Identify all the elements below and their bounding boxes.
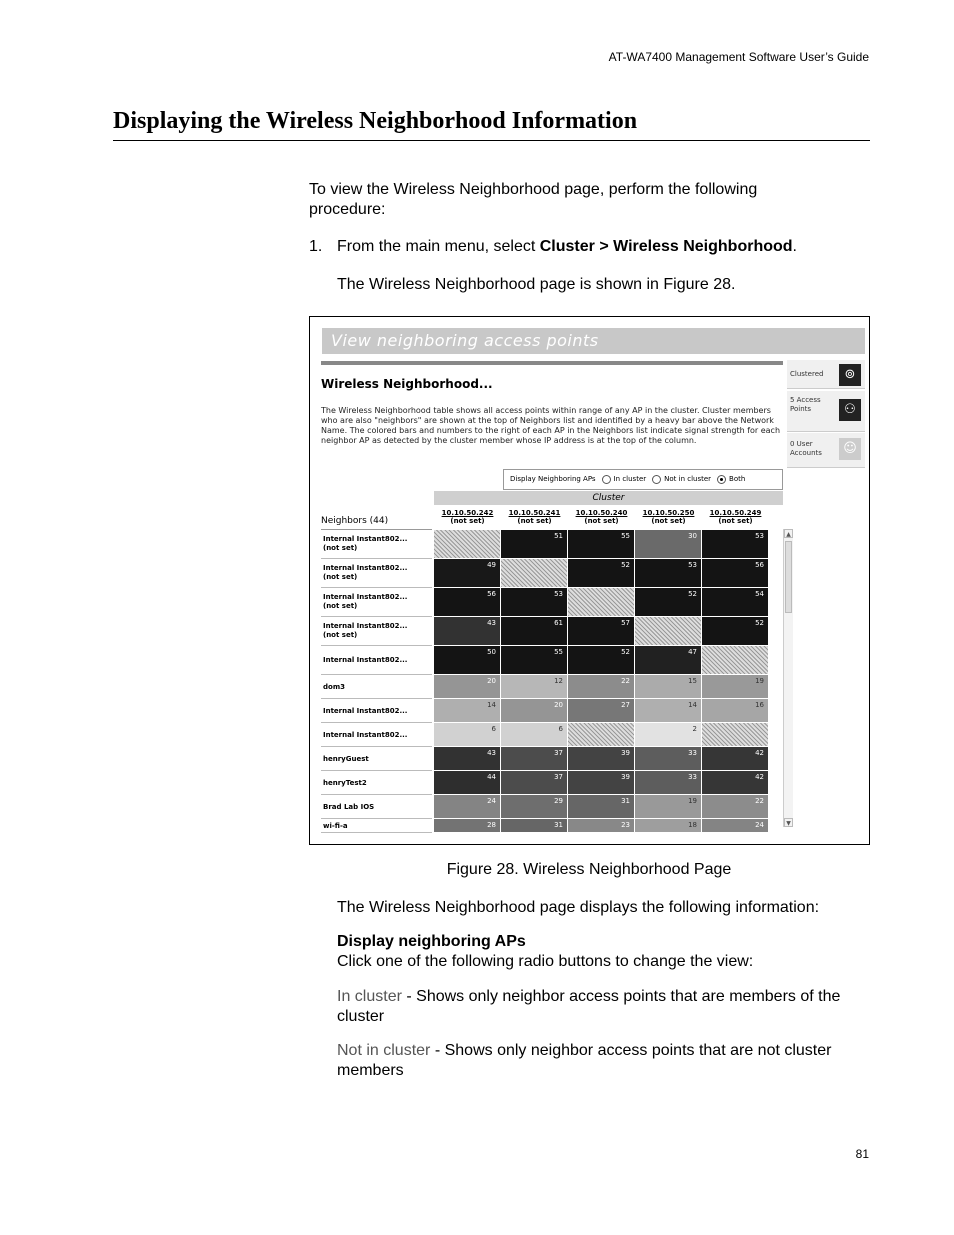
signal-cell: 61 xyxy=(501,617,568,646)
neighbor-network-name: Internal Instant802... xyxy=(323,706,408,715)
signal-cell: 24 xyxy=(702,819,769,833)
item-not-in-cluster xyxy=(337,1041,869,1081)
signal-cell: 22 xyxy=(702,795,769,819)
display-aps-text: Click one of the following radio buttons to change the view: xyxy=(337,953,754,970)
step-number: 1. xyxy=(309,238,323,255)
neighbor-name xyxy=(321,617,432,646)
signal-cell: 43 xyxy=(434,617,501,646)
title-bar xyxy=(321,327,866,355)
signal-cell: 12 xyxy=(501,675,568,699)
neighbor-network-name: wi-fi-a xyxy=(323,821,348,830)
column-ip[interactable]: 10.10.50.242 xyxy=(441,509,494,517)
signal-cell: 27 xyxy=(568,699,635,723)
item-not-in-cluster-desc: - Shows only neighbor access points that are not cluster members xyxy=(337,1042,832,1079)
signal-cell: 49 xyxy=(434,559,501,588)
antenna-icon: ⊚ xyxy=(839,364,861,386)
signal-cell xyxy=(568,588,635,617)
side-access-points-label: 5 Access Points xyxy=(790,396,821,413)
signal-cell: 50 xyxy=(434,646,501,675)
neighbor-name xyxy=(321,795,432,819)
neighbor-sub-name: (not set) xyxy=(323,602,358,610)
signal-cell: 42 xyxy=(702,771,769,795)
column-name: (not set) xyxy=(651,517,686,525)
neighbor-name xyxy=(321,699,432,723)
neighbor-sub-name: (not set) xyxy=(323,631,358,639)
signal-cell: 30 xyxy=(635,530,702,559)
menu-path: Cluster > Wireless Neighborhood xyxy=(539,238,793,255)
radio-in-cluster-label: In cluster xyxy=(613,475,647,483)
display-neighboring-aps xyxy=(503,469,783,490)
signal-cell: 57 xyxy=(568,617,635,646)
signal-cell: 55 xyxy=(501,646,568,675)
intro-paragraph: To view the Wireless Neighborhood page, perform the following procedure: xyxy=(309,181,758,218)
signal-cell: 52 xyxy=(635,588,702,617)
column-header xyxy=(501,505,568,529)
signal-cell: 39 xyxy=(568,771,635,795)
figure-heading: Wireless Neighborhood... xyxy=(321,377,493,391)
signal-cell: 47 xyxy=(635,646,702,675)
signal-cell: 53 xyxy=(501,588,568,617)
signal-cell: 51 xyxy=(501,530,568,559)
signal-cell: 20 xyxy=(434,675,501,699)
signal-cell: 18 xyxy=(635,819,702,833)
signal-cell: 43 xyxy=(434,747,501,771)
signal-cell: 29 xyxy=(501,795,568,819)
signal-cell: 15 xyxy=(635,675,702,699)
column-name: (not set) xyxy=(584,517,619,525)
signal-cell: 52 xyxy=(568,646,635,675)
signal-cell: 54 xyxy=(702,588,769,617)
neighbor-network-name: henryTest2 xyxy=(323,778,367,787)
neighbor-name xyxy=(321,559,432,588)
signal-cell xyxy=(635,617,702,646)
signal-cell: 31 xyxy=(501,819,568,833)
side-access-points[interactable] xyxy=(787,391,865,432)
signal-cell: 37 xyxy=(501,771,568,795)
display-label: Display Neighboring APs xyxy=(510,475,596,483)
signal-cell xyxy=(568,723,635,747)
step-1-text: From the main menu, select xyxy=(337,238,540,255)
column-name: (not set) xyxy=(517,517,552,525)
radio-not-in-cluster-label: Not in cluster xyxy=(664,475,712,483)
neighbor-network-name: Internal Instant802... xyxy=(323,535,408,543)
users-icon: ☺ xyxy=(839,438,861,460)
running-head: AT-WA7400 Management Software User’s Guide xyxy=(608,50,869,64)
figure-description: The Wireless Neighborhood table shows all access points within range of any AP in the cluster. Cluster members who are also "neighbors" are shown at the top of Neighbors list and identified by a heavy bar above the Network Name. The colored bars and numbers to the right of each AP in the Neighbors list indicate signal strength for each neighbor AP as detected by the cluster member whose IP address is at the top of the column. xyxy=(321,406,781,445)
signal-cell: 28 xyxy=(434,819,501,833)
signal-cell: 42 xyxy=(702,747,769,771)
page-number: 81 xyxy=(855,1147,869,1161)
item-in-cluster xyxy=(337,987,869,1027)
signal-cell: 22 xyxy=(568,675,635,699)
item-in-cluster-term: In cluster xyxy=(337,988,402,1005)
column-name: (not set) xyxy=(450,517,485,525)
radio-both-label: Both xyxy=(729,475,746,483)
column-header xyxy=(434,505,501,529)
signal-cell: 24 xyxy=(434,795,501,819)
signal-cell: 33 xyxy=(635,747,702,771)
signal-cell: 19 xyxy=(702,675,769,699)
signal-cell xyxy=(501,559,568,588)
signal-cell: 56 xyxy=(434,588,501,617)
signal-cell: 16 xyxy=(702,699,769,723)
heading-rule xyxy=(113,140,870,141)
side-user-accounts-label: 0 User Accounts xyxy=(790,440,822,457)
signal-cell: 33 xyxy=(635,771,702,795)
table-scrollbar[interactable] xyxy=(783,529,793,827)
signal-cell: 56 xyxy=(702,559,769,588)
section-heading: Displaying the Wireless Neighborhood Information xyxy=(113,108,638,134)
neighbor-name xyxy=(321,747,432,771)
heavy-bar xyxy=(321,361,783,365)
neighbor-sub-name: (not set) xyxy=(323,544,358,552)
scroll-up-icon[interactable]: ▲ xyxy=(784,529,793,538)
side-clustered[interactable] xyxy=(787,360,865,389)
step-1 xyxy=(337,237,797,257)
cluster-header: Cluster xyxy=(434,491,783,505)
side-clustered-label: Clustered xyxy=(790,370,824,378)
neighbor-name xyxy=(321,646,432,675)
neighbor-network-name: dom3 xyxy=(323,682,345,691)
item-in-cluster-desc: - Shows only neighbor access points that are members of the cluster xyxy=(337,988,841,1025)
side-user-accounts[interactable] xyxy=(787,433,865,468)
neighbor-network-name: Internal Instant802... xyxy=(323,593,408,601)
neighbor-network-name: Internal Instant802... xyxy=(323,564,408,572)
neighbor-network-name: henryGuest xyxy=(323,754,369,763)
column-header xyxy=(568,505,635,529)
column-name: (not set) xyxy=(718,517,753,525)
signal-cell: 14 xyxy=(434,699,501,723)
neighbor-network-name: Internal Instant802... xyxy=(323,730,408,739)
figure-screenshot xyxy=(309,316,870,845)
neighbor-name xyxy=(321,675,432,699)
display-aps-heading: Display neighboring APs xyxy=(337,933,526,950)
radio-not-in-cluster[interactable] xyxy=(652,475,661,484)
column-header xyxy=(635,505,702,529)
radio-in-cluster[interactable] xyxy=(602,475,611,484)
signal-cell: 52 xyxy=(702,617,769,646)
figure-caption: Figure 28. Wireless Neighborhood Page xyxy=(446,861,732,878)
radio-both[interactable] xyxy=(717,475,726,484)
neighbor-name xyxy=(321,819,432,833)
signal-cell: 44 xyxy=(434,771,501,795)
signal-cell: 55 xyxy=(568,530,635,559)
signal-cell: 2 xyxy=(635,723,702,747)
column-ip[interactable]: 10.10.50.240 xyxy=(575,509,628,517)
signal-cell: 53 xyxy=(635,559,702,588)
column-ip[interactable]: 10.10.50.241 xyxy=(508,509,561,517)
signal-cell: 52 xyxy=(568,559,635,588)
signal-cell xyxy=(434,530,501,559)
step-1-end: . xyxy=(792,238,797,255)
neighbor-name xyxy=(321,588,432,617)
neighbor-network-name: Brad Lab IOS xyxy=(323,802,375,811)
neighbors-header: Neighbors (44) xyxy=(321,513,432,530)
signal-cell: 53 xyxy=(702,530,769,559)
scroll-thumb[interactable] xyxy=(785,541,792,613)
signal-cell: 23 xyxy=(568,819,635,833)
step-1-note: The Wireless Neighborhood page is shown in Figure 28. xyxy=(337,276,736,293)
signal-cell: 39 xyxy=(568,747,635,771)
signal-cell: 31 xyxy=(568,795,635,819)
item-not-in-cluster-term: Not in cluster xyxy=(337,1042,431,1059)
neighbor-name xyxy=(321,771,432,795)
column-ip[interactable]: 10.10.50.250 xyxy=(642,509,695,517)
signal-cell xyxy=(702,646,769,675)
signal-cell: 6 xyxy=(434,723,501,747)
signal-cell: 20 xyxy=(501,699,568,723)
neighbor-name xyxy=(321,530,432,559)
column-header xyxy=(702,505,769,529)
after-figure-text: The Wireless Neighborhood page displays the following information: xyxy=(337,899,820,916)
neighbor-sub-name: (not set) xyxy=(323,573,358,581)
signal-cell: 19 xyxy=(635,795,702,819)
signal-cell: 14 xyxy=(635,699,702,723)
neighbor-name xyxy=(321,723,432,747)
signal-cell: 6 xyxy=(501,723,568,747)
neighbor-network-name: Internal Instant802... xyxy=(323,656,408,664)
signal-cell xyxy=(702,723,769,747)
scroll-down-icon[interactable]: ▼ xyxy=(784,818,793,827)
column-ip[interactable]: 10.10.50.249 xyxy=(709,509,762,517)
neighbor-network-name: Internal Instant802... xyxy=(323,622,408,630)
signal-cell: 37 xyxy=(501,747,568,771)
access-points-icon: ⚇ xyxy=(839,399,861,421)
title-bar-text: View neighboring access points xyxy=(331,331,599,350)
